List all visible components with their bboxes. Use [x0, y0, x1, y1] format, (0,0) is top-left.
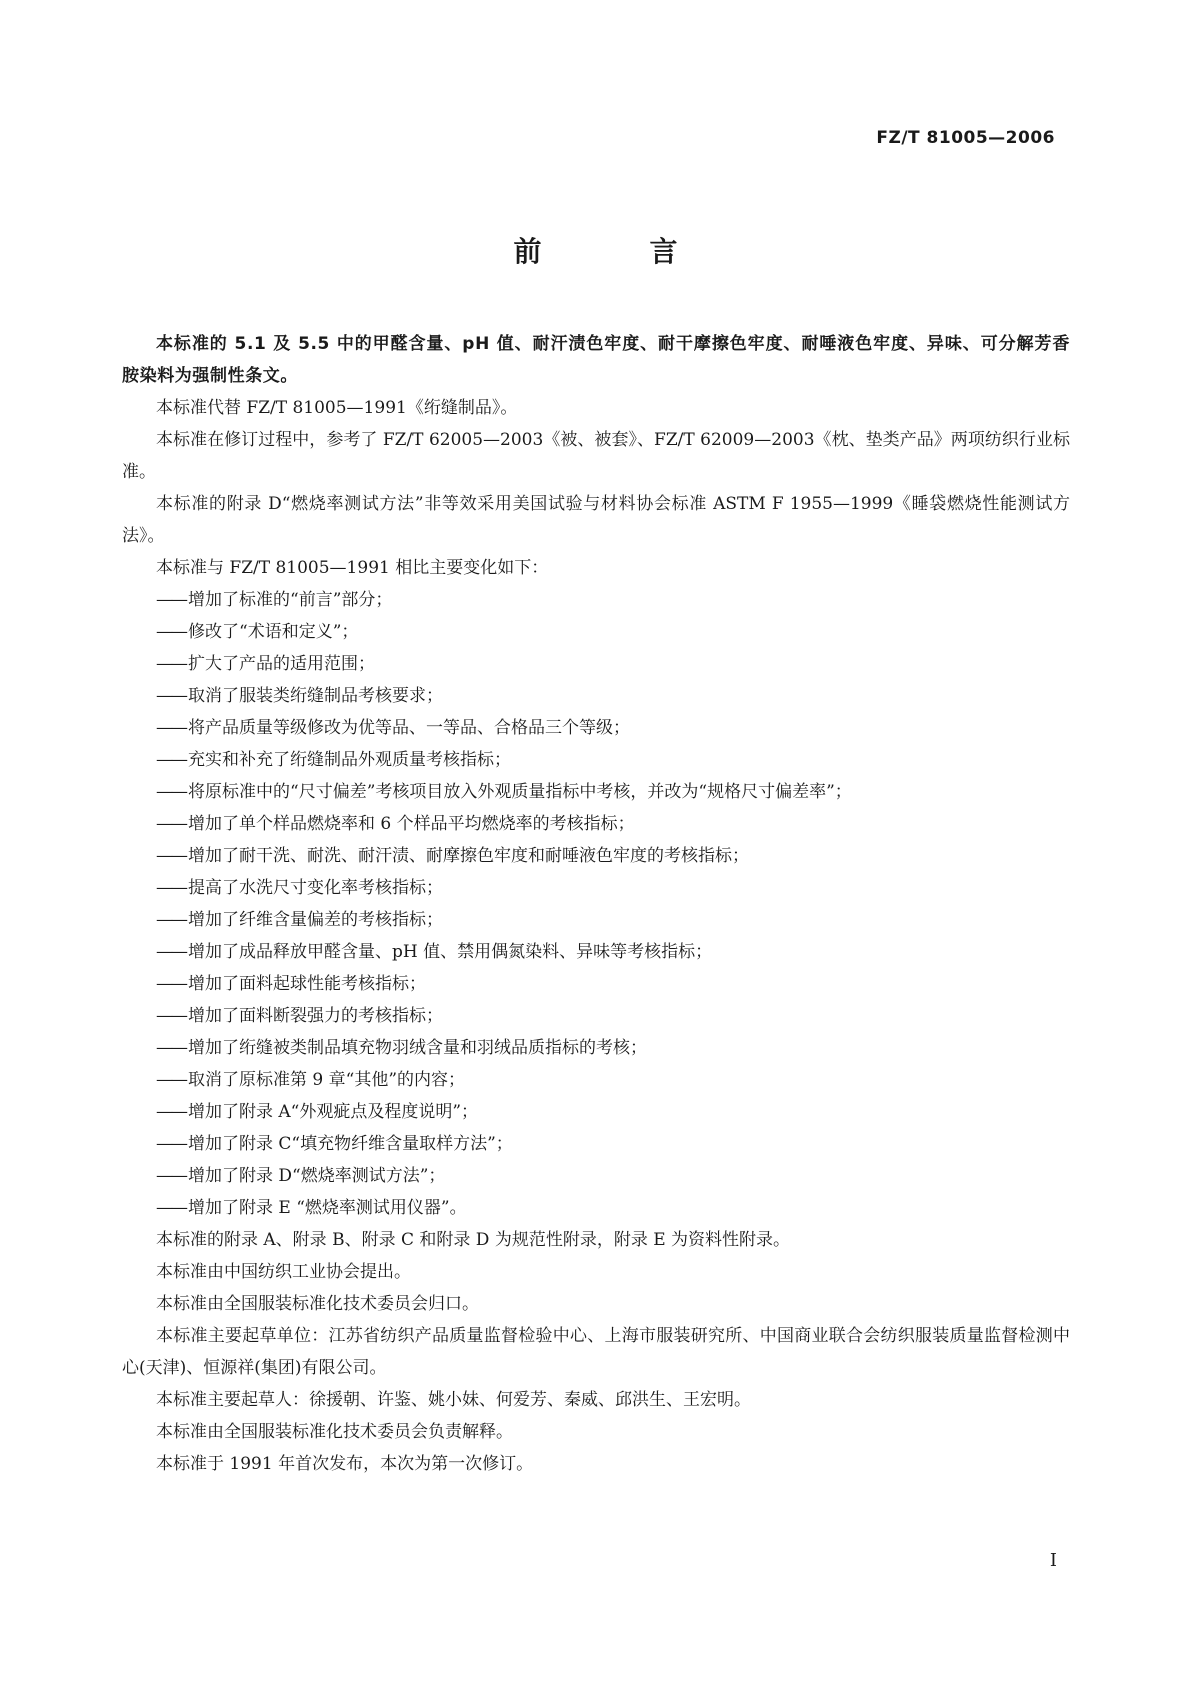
list-dash: ——	[156, 1006, 186, 1026]
centralized-paragraph: 本标准由全国服装标准化技术委员会归口。	[156, 1294, 479, 1314]
change-list-item	[122, 584, 1070, 616]
list-dash: ——	[156, 846, 186, 866]
change-text: 增加了面料起球性能考核指标；	[188, 974, 426, 994]
change-list-item	[122, 1192, 1070, 1224]
document-body	[122, 328, 1070, 1480]
page-number: I	[1049, 1550, 1057, 1571]
change-list-item	[122, 1000, 1070, 1032]
list-dash: ——	[156, 1198, 186, 1218]
appendix-d-paragraph: 本标准的附录 D“燃烧率测试方法”非等效采用美国试验与材料协会标准 ASTM F 1955—1999《睡袋燃烧性能测试方法》。	[122, 494, 1070, 546]
change-list-item	[122, 1096, 1070, 1128]
change-text: 增加了面料断裂强力的考核指标；	[188, 1006, 443, 1026]
change-text: 充实和补充了绗缝制品外观质量考核指标；	[188, 750, 511, 770]
changes-list	[122, 584, 1070, 1224]
list-dash: ——	[156, 942, 186, 962]
list-dash: ——	[156, 1134, 186, 1154]
reference-paragraph: 本标准在修订过程中，参考了 FZ/T 62005—2003《被、被套》、FZ/T 62009—2003《枕、垫类产品》两项纺织行业标准。	[122, 430, 1070, 482]
change-list-item	[122, 872, 1070, 904]
change-text: 提高了水洗尺寸变化率考核指标；	[188, 878, 443, 898]
list-dash: ——	[156, 1102, 186, 1122]
mandatory-clause-paragraph: 本标准的 5.1 及 5.5 中的甲醛含量、pH 值、耐汗渍色牢度、耐干摩擦色牢度、耐唾液色牢度、异味、可分解芳香胺染料为强制性条文。	[122, 334, 1070, 386]
changes-intro-paragraph: 本标准与 FZ/T 81005—1991 相比主要变化如下：	[156, 558, 549, 578]
list-dash: ——	[156, 654, 186, 674]
drafting-units-paragraph: 本标准主要起草单位：江苏省纺织产品质量监督检验中心、上海市服装研究所、中国商业联合会纺织服装质量监督检测中心(天津)、恒源祥(集团)有限公司。	[122, 1326, 1070, 1378]
list-dash: ——	[156, 590, 186, 610]
list-dash: ——	[156, 878, 186, 898]
change-list-item	[122, 1032, 1070, 1064]
change-list-item	[122, 1128, 1070, 1160]
change-list-item	[122, 616, 1070, 648]
drafters-paragraph: 本标准主要起草人：徐援朝、许鉴、姚小妹、何爱芳、秦威、邱洪生、王宏明。	[156, 1390, 751, 1410]
list-dash: ——	[156, 1038, 186, 1058]
replacement-paragraph: 本标准代替 FZ/T 81005—1991《绗缝制品》。	[156, 398, 518, 418]
proposer-paragraph: 本标准由中国纺织工业协会提出。	[156, 1262, 411, 1282]
list-dash: ——	[156, 1166, 186, 1186]
page-title: 前 言	[513, 235, 718, 268]
change-list-item	[122, 1064, 1070, 1096]
change-list-item	[122, 808, 1070, 840]
change-text: 取消了原标准第 9 章“其他”的内容；	[188, 1070, 466, 1090]
list-dash: ——	[156, 910, 186, 930]
change-list-item	[122, 840, 1070, 872]
change-list-item	[122, 1160, 1070, 1192]
change-text: 扩大了产品的适用范围；	[188, 654, 375, 674]
interpretation-paragraph: 本标准由全国服装标准化技术委员会负责解释。	[156, 1422, 513, 1442]
appendix-type-paragraph: 本标准的附录 A、附录 B、附录 C 和附录 D 为规范性附录，附录 E 为资料性附录。	[156, 1230, 791, 1250]
change-text: 增加了标准的“前言”部分；	[188, 590, 393, 610]
change-text: 增加了附录 D“燃烧率测试方法”；	[188, 1166, 446, 1186]
change-text: 增加了成品释放甲醛含量、pH 值、禁用偶氮染料、异味等考核指标；	[188, 942, 713, 962]
list-dash: ——	[156, 686, 186, 706]
closing-paragraphs	[122, 1224, 1070, 1480]
release-history-paragraph: 本标准于 1991 年首次发布，本次为第一次修订。	[156, 1454, 534, 1474]
list-dash: ——	[156, 782, 186, 802]
change-list-item	[122, 904, 1070, 936]
list-dash: ——	[156, 622, 186, 642]
standard-code: FZ/T 81005—2006	[876, 128, 1055, 148]
change-text: 将原标准中的“尺寸偏差”考核项目放入外观质量指标中考核，并改为“规格尺寸偏差率”；	[188, 782, 852, 802]
change-list-item	[122, 936, 1070, 968]
change-list-item	[122, 680, 1070, 712]
change-text: 取消了服装类绗缝制品考核要求；	[188, 686, 443, 706]
change-text: 将产品质量等级修改为优等品、一等品、合格品三个等级；	[188, 718, 630, 738]
change-text: 增加了附录 A“外观疵点及程度说明”；	[188, 1102, 479, 1122]
change-text: 增加了绗缝被类制品填充物羽绒含量和羽绒品质指标的考核；	[188, 1038, 647, 1058]
change-text: 增加了附录 E “燃烧率测试用仪器”。	[188, 1198, 467, 1218]
list-dash: ——	[156, 974, 186, 994]
change-text: 增加了耐干洗、耐洗、耐汗渍、耐摩擦色牢度和耐唾液色牢度的考核指标；	[188, 846, 749, 866]
change-text: 增加了附录 C“填充物纤维含量取样方法”；	[188, 1134, 513, 1154]
list-dash: ——	[156, 814, 186, 834]
change-list-item	[122, 712, 1070, 744]
list-dash: ——	[156, 718, 186, 738]
change-list-item	[122, 648, 1070, 680]
list-dash: ——	[156, 1070, 186, 1090]
change-list-item	[122, 744, 1070, 776]
change-list-item	[122, 968, 1070, 1000]
list-dash: ——	[156, 750, 186, 770]
change-text: 修改了“术语和定义”；	[188, 622, 359, 642]
change-list-item	[122, 776, 1070, 808]
change-text: 增加了纤维含量偏差的考核指标；	[188, 910, 443, 930]
change-text: 增加了单个样品燃烧率和 6 个样品平均燃烧率的考核指标；	[188, 814, 635, 834]
